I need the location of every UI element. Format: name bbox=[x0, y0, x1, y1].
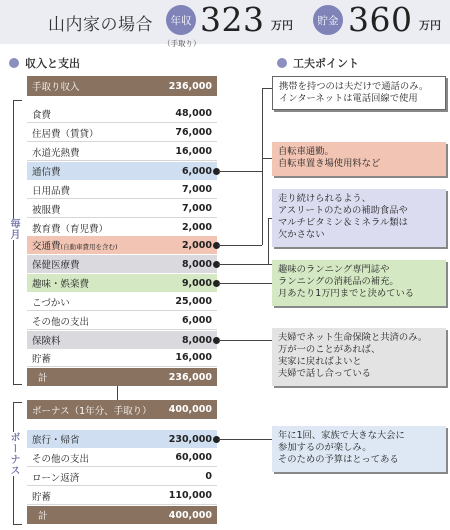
income-note: （手取り） bbox=[163, 39, 201, 48]
bullet-dot-icon bbox=[277, 58, 287, 68]
monthly-row-hobby: 趣味・娯楽費 9,000 bbox=[27, 274, 217, 292]
bonus-row-travel: 旅行・帰省 230,000 bbox=[27, 430, 217, 448]
tip-travel: 年に1回、家族で大きな大会に 参加するのが楽しみ。 そのための予算はとってある bbox=[272, 426, 446, 472]
tip-connector bbox=[218, 439, 272, 440]
monthly-row-insurance: 保険料 8,000 bbox=[27, 331, 217, 349]
savings-amount: 360 bbox=[348, 0, 413, 39]
tip-connector bbox=[262, 158, 263, 245]
budget-section-heading bbox=[9, 55, 80, 71]
tip-connector bbox=[262, 158, 272, 159]
monthly-row-health: 保健医療費 8,000 bbox=[27, 255, 217, 273]
bonus-row-income: ボーナス（1年分、手取り） 400,000 bbox=[27, 400, 217, 419]
tip-connector bbox=[262, 88, 272, 89]
bonus-bracket-top bbox=[13, 402, 22, 403]
monthly-row-daily-goods: 日用品費 7,000 bbox=[27, 181, 217, 199]
tip-connector bbox=[218, 171, 262, 172]
tip-insurance: 夫婦でネット生命保険と共済のみ。 万が一のことがあれば、 実家に戻ればよいと 夫婦で話し合っている bbox=[272, 328, 446, 386]
bonus-bracket-bottom bbox=[13, 524, 22, 525]
income-badge: 年収 bbox=[166, 5, 196, 35]
tip-connector bbox=[218, 264, 272, 265]
monthly-row-other: その他の支出 6,000 bbox=[27, 312, 217, 330]
bullet-dot-icon bbox=[9, 58, 19, 68]
monthly-row-education: 教育費（育児費） 2,000 bbox=[27, 219, 217, 237]
monthly-row-savings: 貯蓄 16,000 bbox=[27, 349, 217, 367]
bonus-row-loan: ローン返済 0 bbox=[27, 468, 217, 486]
monthly-side-label: 毎月 bbox=[8, 218, 19, 240]
tip-transport: 自転車通勤。 自転車置き場使用料など bbox=[272, 142, 446, 176]
tips-section-title: 工夫ポイント bbox=[293, 57, 359, 70]
tip-health: 走り続けられるよう、 アスリートのための補助食品や マルチビタミン＆ミネラル類は 欠かさない bbox=[272, 189, 446, 247]
tip-connector bbox=[268, 218, 269, 264]
bonus-row-other: その他の支出 60,000 bbox=[27, 449, 217, 467]
monthly-bracket-top bbox=[13, 100, 22, 101]
page-title: 山内家の場合 bbox=[48, 15, 153, 35]
monthly-row-transport: 交通費(自動車費用を含む) 2,000 bbox=[27, 236, 217, 254]
bonus-row-savings: 貯蓄 110,000 bbox=[27, 487, 217, 505]
income-amount: 323 bbox=[200, 0, 265, 39]
bonus-row-total: 計 400,000 bbox=[27, 506, 217, 524]
savings-unit: 万円 bbox=[419, 19, 441, 32]
monthly-row-clothing: 被服費 7,000 bbox=[27, 200, 217, 218]
savings-badge: 貯金 bbox=[313, 5, 343, 35]
monthly-row-allowance: こづかい 25,000 bbox=[27, 293, 217, 311]
tip-connector bbox=[218, 340, 272, 341]
tip-connector bbox=[218, 283, 272, 284]
bonus-side-label: ボーナス bbox=[8, 432, 19, 476]
tip-hobby: 趣味のランニング専門誌や ランニングの消耗品の補充。 月あたり1万円までと決めている bbox=[272, 260, 446, 306]
monthly-row-income: 手取り収入 236,000 bbox=[27, 76, 217, 96]
tip-connector bbox=[218, 245, 262, 246]
tips-section-heading bbox=[277, 55, 359, 71]
monthly-row-food: 食費 48,000 bbox=[27, 105, 217, 123]
monthly-row-utilities: 水道光熱費 16,000 bbox=[27, 143, 217, 161]
monthly-bracket-bottom bbox=[13, 384, 22, 385]
table-connector bbox=[117, 384, 118, 400]
monthly-row-total: 計 236,000 bbox=[27, 368, 217, 386]
monthly-row-communication: 通信費 6,000 bbox=[27, 162, 217, 180]
monthly-bracket-line bbox=[13, 100, 14, 384]
income-unit: 万円 bbox=[271, 19, 293, 32]
budget-section-title: 収入と支出 bbox=[25, 57, 80, 70]
monthly-row-housing: 住居費（賃貸） 76,000 bbox=[27, 124, 217, 142]
tip-communication: 携帯を持つのは夫だけで通話のみ。 インターネットは電話回線で使用 bbox=[272, 76, 446, 110]
